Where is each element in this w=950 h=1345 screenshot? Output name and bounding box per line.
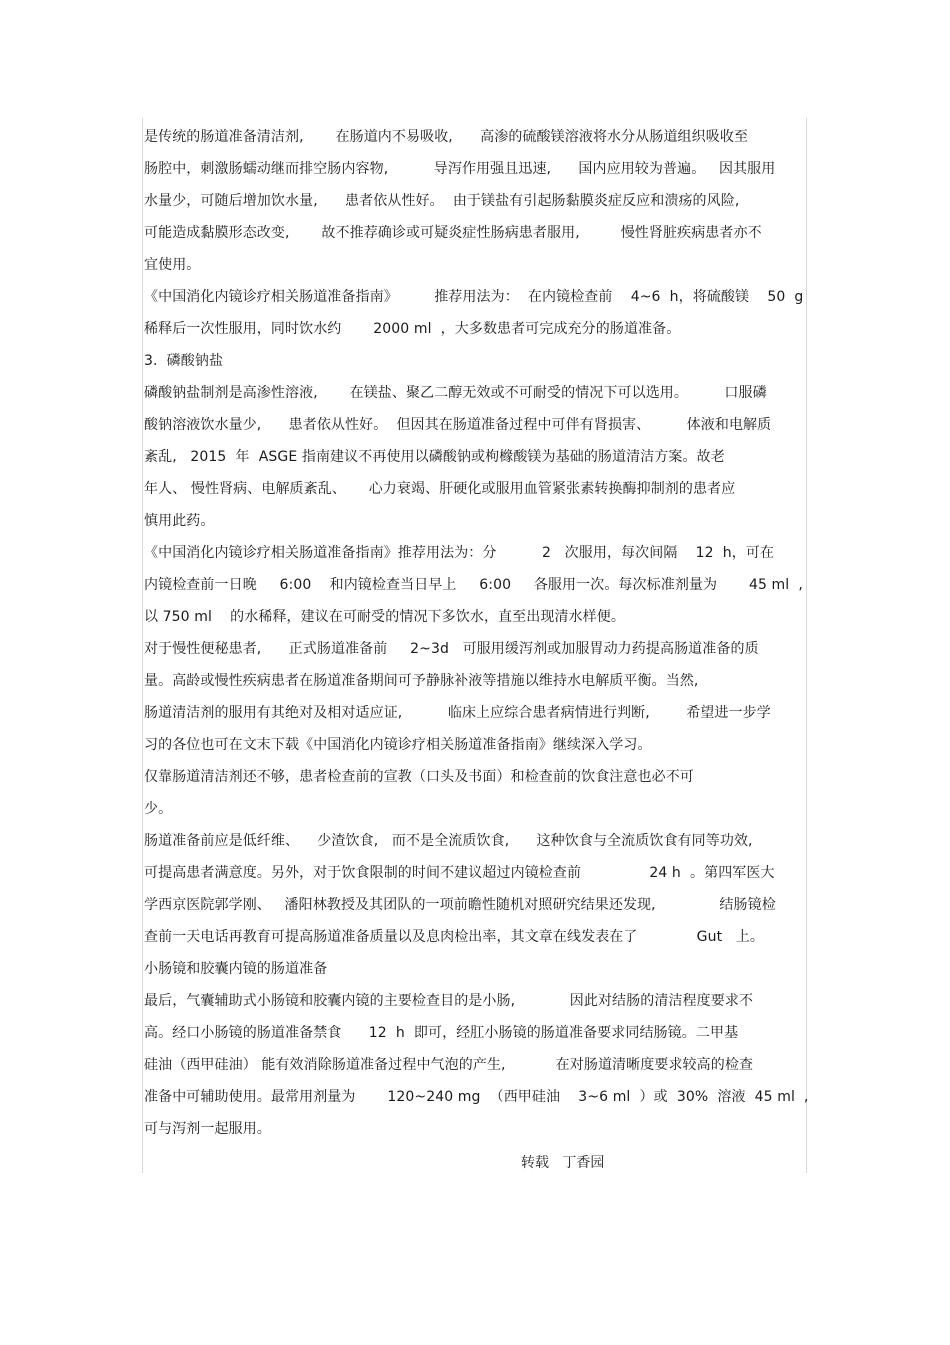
text-line: 年人、 慢性肾病、电解质紊乱、 心力衰竭、肝硬化或服用血管紧张素转换酶抑制剂的患者应 bbox=[144, 481, 736, 497]
text-line: 可提高患者满意度。另外，对于饮食限制的时间不建议超过内镜检查前 24 h 。第四军医大 bbox=[144, 865, 775, 881]
text-line: 《中国消化内镜诊疗相关肠道准备指南》 推荐用法为： 在内镜检查前 4~6 h，将硫酸镁 50 g bbox=[144, 289, 804, 305]
text-line: 少。 bbox=[144, 801, 173, 817]
text-line: 肠道清洁剂的服用有其绝对及相对适应证, 临床上应综合患者病情进行判断, 希望进一步学 bbox=[144, 705, 771, 721]
text-line: 稀释后一次性服用，同时饮水约 2000 ml ，大多数患者可完成充分的肠道准备。 bbox=[144, 321, 681, 337]
text-line: 可与泻剂一起服用。 bbox=[144, 1121, 271, 1137]
section-heading: 3. 磷酸钠盐 bbox=[144, 353, 224, 369]
text-line: 酸钠溶液饮水量少, 患者依从性好。 但因其在肠道准备过程中可伴有肾损害、 体液和电解质 bbox=[144, 417, 772, 433]
text-line: 肠道准备前应是低纤维、 少渣饮食, 而不是全流质饮食, 这种饮食与全流质饮食有同等功效, bbox=[144, 833, 753, 849]
text-line: 准备中可辅助使用。最常用剂量为 120~240 mg （西甲硅油 3~6 ml ）或 30% 溶液 45 ml , bbox=[144, 1089, 809, 1105]
text-line: 磷酸钠盐制剂是高渗性溶液, 在镁盐、聚乙二醇无效或不可耐受的情况下可以选用。 口服磷 bbox=[144, 385, 767, 401]
text-line: 最后，气囊辅助式小肠镜和胶囊内镜的主要检查目的是小肠, 因此对结肠的清洁程度要求不 bbox=[144, 993, 754, 1009]
text-line: 紊乱, 2015 年 ASGE 指南建议不再使用以磷酸钠或枸橼酸镁为基础的肠道清洁方案。故老 bbox=[144, 449, 725, 465]
text-line: 查前一天电话再教育可提高肠道准备质量以及息肉检出率，其文章在线发表在了 Gut 上。 bbox=[144, 929, 765, 945]
source-signature: 转载 丁香园 bbox=[521, 1155, 605, 1171]
text-line: 习的各位也可在文末下载《中国消化内镜诊疗相关肠道准备指南》继续深入学习。 bbox=[144, 737, 652, 753]
text-line: 量。高龄或慢性疾病患者在肠道准备期间可予静脉补液等措施以维持水电解质平衡。当然, bbox=[144, 673, 699, 689]
page-border-left bbox=[142, 118, 143, 1173]
text-line: 慎用此药。 bbox=[144, 513, 215, 529]
text-line: 以 750 ml 的水稀释，建议在可耐受的情况下多饮水，直至出现清水样便。 bbox=[144, 609, 625, 625]
text-line: 是传统的肠道准备清洁剂, 在肠道内不易吸收, 高渗的硫酸镁溶液将水分从肠道组织吸收至 bbox=[144, 129, 749, 145]
text-line: 内镜检查前一日晚 6:00 和内镜检查当日早上 6:00 各服用一次。每次标准剂量为 45 ml , bbox=[144, 577, 803, 593]
text-line: 肠腔中，刺激肠蠕动继而排空肠内容物, 导泻作用强且迅速, 国内应用较为普遍。 因其服用 bbox=[144, 161, 776, 177]
text-line: 高。经口小肠镜的肠道准备禁食 12 h 即可，经肛小肠镜的肠道准备要求同结肠镜。二甲基 bbox=[144, 1025, 739, 1041]
text-line: 水量少，可随后增加饮水量, 患者依从性好。 由于镁盐有引起肠黏膜炎症反应和溃疡的风险, bbox=[144, 193, 740, 209]
text-line: 硅油（西甲硅油） 能有效消除肠道准备过程中气泡的产生, 在对肠道清晰度要求较高的检查 bbox=[144, 1057, 754, 1073]
text-line: 对于慢性便秘患者, 正式肠道准备前 2~3d 可服用缓泻剂或加服胃动力药提高肠道准备的质 bbox=[144, 641, 759, 657]
text-line: 可能造成黏膜形态改变, 故不推荐确诊或可疑炎症性肠病患者服用, 慢性肾脏疾病患者亦不 bbox=[144, 225, 762, 241]
text-line: 《中国消化内镜诊疗相关肠道准备指南》推荐用法为：分 2 次服用，每次间隔 12 h，可在 bbox=[144, 545, 775, 561]
article-body bbox=[144, 125, 809, 1149]
text-line: 学西京医院郭学刚、 潘阳林教授及其团队的一项前瞻性随机对照研究结果还发现, 结肠镜检 bbox=[144, 897, 776, 913]
section-heading: 小肠镜和胶囊内镜的肠道准备 bbox=[144, 961, 328, 977]
text-line: 仅靠肠道清洁剂还不够，患者检查前的宣教（口头及书面）和检查前的饮食注意也必不可 bbox=[144, 769, 694, 785]
text-line: 宜使用。 bbox=[144, 257, 201, 273]
